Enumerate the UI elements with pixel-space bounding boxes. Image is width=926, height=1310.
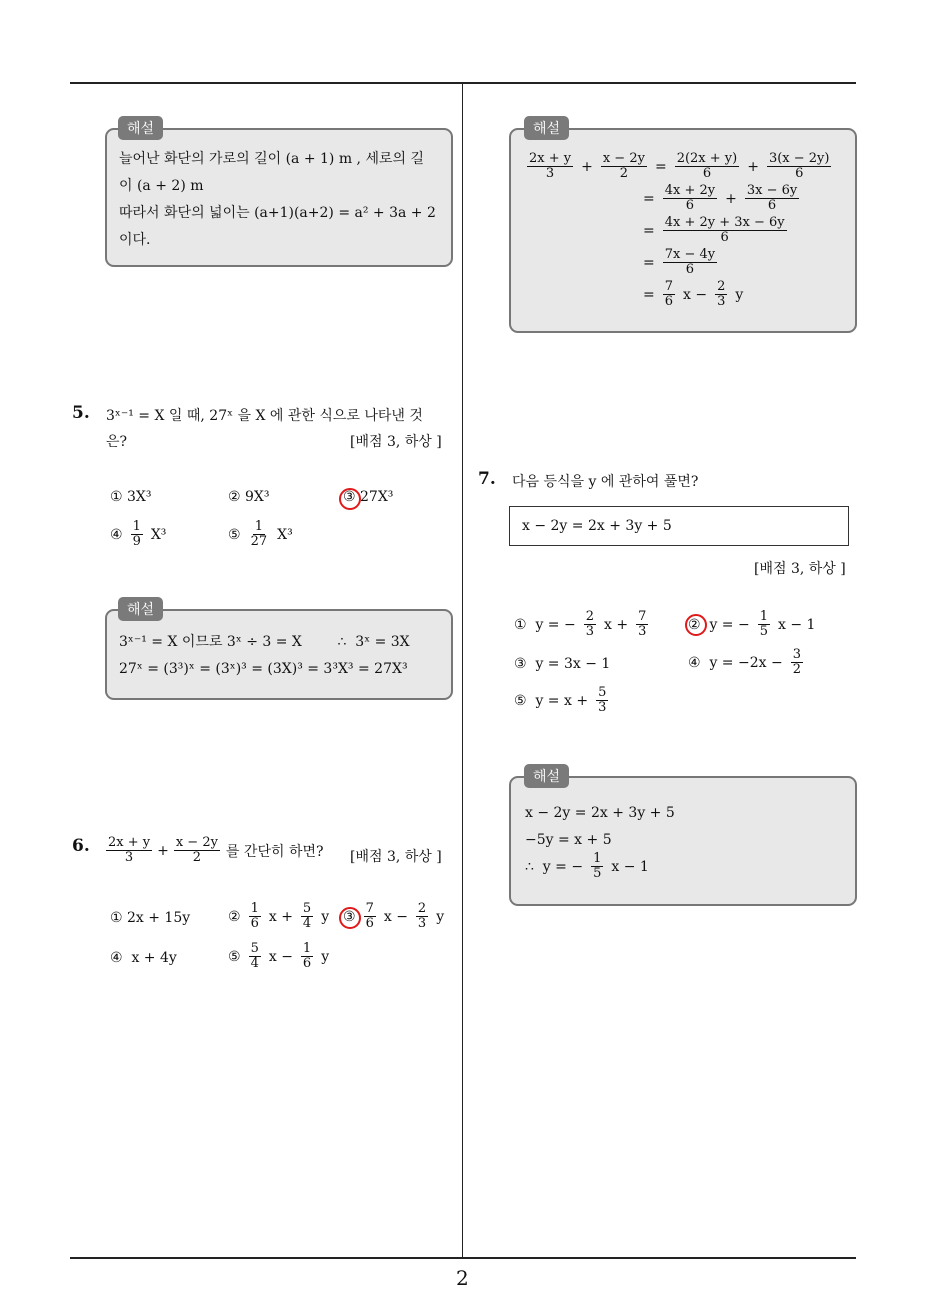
fraction: $\frac{7}{6}$ xyxy=(664,279,674,309)
solution-line: −5y = x + 5 xyxy=(525,832,612,848)
solution-line: 이다. xyxy=(119,232,151,248)
solution-line: 이 (a + 2) m xyxy=(119,178,204,194)
choice-text: ③ y = 3x − 1 xyxy=(514,656,611,672)
question-text: 은? xyxy=(106,434,128,450)
fraction: $\frac{4x + 2y + 3x - 6y}{6}$ xyxy=(664,215,785,245)
operator: + xyxy=(725,190,737,207)
fraction: $\frac{3}{2}$ xyxy=(792,647,801,677)
question-number: 7. xyxy=(478,469,496,489)
choice-text: y xyxy=(321,948,330,965)
choice-1[interactable] xyxy=(514,610,650,639)
solution-tag: 해설 xyxy=(524,116,569,140)
question-number: 5. xyxy=(72,403,90,423)
grade-label: [배점 3, 하상 ] xyxy=(350,849,442,865)
answer-mark-icon xyxy=(339,907,361,929)
fraction: $\frac{1}{6}$ xyxy=(250,901,259,931)
solution-text: x − xyxy=(683,286,708,303)
solution-line: 27ˣ = (3³)ˣ = (3ˣ)³ = (3X)³ = 3³X³ = 27X³ xyxy=(119,661,408,677)
operator: + xyxy=(157,842,169,859)
solution-box-q7 xyxy=(509,776,857,906)
solution-line xyxy=(525,852,649,881)
question-text: 를 간단히 하면? xyxy=(225,843,324,860)
choice-1[interactable] xyxy=(110,910,190,926)
solution-tag: 해설 xyxy=(524,764,569,788)
choice-2[interactable] xyxy=(228,902,329,931)
choice-text: x − xyxy=(268,948,293,965)
solution-line: 3ˣ⁻¹ = X 이므로 3ˣ ÷ 3 = X ∴ 3ˣ = 3X xyxy=(119,634,410,650)
solution-text: ∴ y = − xyxy=(525,858,584,875)
choice-text: ③ 27X³ xyxy=(343,489,394,505)
fraction: $\frac{1}{5}$ xyxy=(593,851,602,881)
choice-label: ⑤ xyxy=(228,948,241,965)
fraction: $\frac{2x + y}{3}$ xyxy=(529,151,572,181)
question-text: 3ˣ⁻¹ = X 일 때, 27ˣ 을 X 에 관한 식으로 나타낸 것 xyxy=(106,408,423,424)
solution-row xyxy=(643,184,801,213)
choice-text: ④ x + 4y xyxy=(110,950,177,966)
operator: + xyxy=(581,158,593,175)
fraction: $\frac{2}{3}$ xyxy=(417,901,427,931)
choice-text: y xyxy=(436,908,445,925)
choice-text: x + xyxy=(268,908,293,925)
solution-line: 따라서 화단의 넓이는 (a+1)(a+2) = a² + 3a + 2 xyxy=(119,205,436,221)
choice-4[interactable] xyxy=(110,950,177,966)
fraction: $\frac{5}{4}$ xyxy=(250,941,259,971)
fraction: $\frac{1}{6}$ xyxy=(302,941,312,971)
choice-text: x − 1 xyxy=(778,616,816,633)
fraction: $\frac{x - 2y}{2}$ xyxy=(602,151,645,181)
fraction: $\frac{1}{5}$ xyxy=(759,609,769,639)
choice-3[interactable] xyxy=(514,656,610,672)
answer-mark-icon xyxy=(339,488,361,510)
choice-text: X³ xyxy=(150,526,167,543)
choice-label: ① y = − xyxy=(514,616,576,633)
bottom-rule xyxy=(70,1257,856,1259)
fraction: $\frac{2(2x + y)}{6}$ xyxy=(676,151,738,181)
choice-label: ④ y = −2x − xyxy=(688,654,783,671)
choice-text: X³ xyxy=(277,526,293,543)
fraction: $\frac{1}{27}$ xyxy=(250,519,268,549)
solution-line: x − 2y = 2x + 3y + 5 xyxy=(525,805,675,821)
choice-label: ② y = − xyxy=(688,616,750,633)
choice-5[interactable] xyxy=(228,520,293,549)
answer-mark-icon xyxy=(685,614,707,636)
page-number: 2 xyxy=(456,1266,469,1290)
fraction: $\frac{5}{3}$ xyxy=(598,685,607,715)
solution-box-prev xyxy=(105,128,453,267)
choice-4[interactable] xyxy=(688,648,805,677)
solution-tag: 해설 xyxy=(118,116,163,140)
solution-row xyxy=(525,152,833,181)
fraction: $\frac{4x + 2y}{6}$ xyxy=(664,183,716,213)
grade-label: [배점 3, 하상 ] xyxy=(350,434,442,450)
choice-label: ⑤ y = x + xyxy=(514,692,589,709)
solution-box-q6 xyxy=(509,128,857,333)
solution-row xyxy=(643,280,743,309)
choice-text: x − xyxy=(383,908,408,925)
choice-2[interactable] xyxy=(228,489,270,505)
fraction: $\frac{1}{9}$ xyxy=(132,519,141,549)
fraction: $\frac{7}{6}$ xyxy=(365,901,374,931)
choice-4[interactable] xyxy=(110,520,166,549)
choice-5[interactable] xyxy=(228,942,329,971)
equation-box: x − 2y = 2x + 3y + 5 xyxy=(509,506,849,546)
choice-1[interactable] xyxy=(110,489,152,505)
choice-label: ③ xyxy=(343,908,356,925)
solution-text: x − 1 xyxy=(611,858,649,875)
question-text xyxy=(104,836,324,865)
choice-text: ① 3X³ xyxy=(110,489,152,505)
choice-5[interactable] xyxy=(514,686,610,715)
question-text: 다음 등식을 y 에 관하여 풀면? xyxy=(512,474,699,490)
solution-row xyxy=(643,216,789,245)
operator: = xyxy=(643,254,655,271)
question-number: 6. xyxy=(72,836,90,856)
top-rule xyxy=(70,82,856,84)
grade-label: [배점 3, 하상 ] xyxy=(754,561,846,577)
choice-text: ② 9X³ xyxy=(228,489,270,505)
fraction: $\frac{5}{4}$ xyxy=(302,901,312,931)
fraction: $\frac{x - 2y}{2}$ xyxy=(175,835,218,865)
column-divider xyxy=(462,84,463,1258)
fraction: $\frac{2}{3}$ xyxy=(585,609,595,639)
fraction: $\frac{7}{3}$ xyxy=(638,609,647,639)
choice-label: ⑤ xyxy=(228,526,241,543)
fraction: $\frac{7x - 4y}{6}$ xyxy=(664,247,716,277)
choice-2[interactable] xyxy=(688,610,815,639)
solution-row xyxy=(643,248,719,277)
solution-text: y xyxy=(735,286,744,303)
choice-text: ① 2x + 15y xyxy=(110,910,191,926)
choice-label: ② xyxy=(228,908,241,925)
solution-tag: 해설 xyxy=(118,597,163,621)
fraction: $\frac{2}{3}$ xyxy=(717,279,726,309)
fraction: $\frac{3x - 6y}{6}$ xyxy=(746,183,798,213)
choice-label: ④ xyxy=(110,526,123,543)
fraction: $\frac{3(x - 2y)}{6}$ xyxy=(768,151,830,181)
operator: + xyxy=(747,158,759,175)
operator: = xyxy=(643,286,655,303)
solution-box-q5 xyxy=(105,609,453,700)
operator: = xyxy=(643,190,655,207)
fraction: $\frac{2x + y}{3}$ xyxy=(108,835,151,865)
choice-text: y xyxy=(321,908,330,925)
choice-text: x + xyxy=(604,616,629,633)
operator: = xyxy=(654,158,667,175)
operator: = xyxy=(643,222,655,239)
solution-line: 늘어난 화단의 가로의 길이 (a + 1) m , 세로의 길 xyxy=(119,151,424,167)
